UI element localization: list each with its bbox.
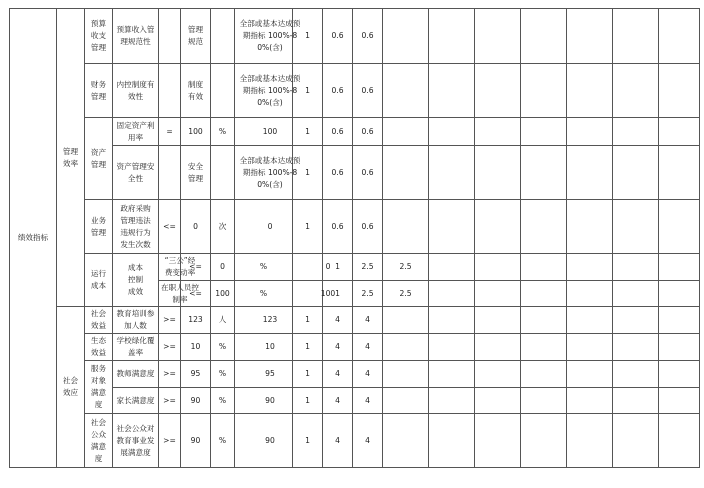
empty-cell xyxy=(429,334,475,361)
level2-cell: 社会效应 xyxy=(57,307,85,468)
level2-cell: 运行成本 xyxy=(85,254,113,307)
empty-cell xyxy=(659,118,700,146)
empty-cell xyxy=(521,307,567,334)
score-cell: 2.5 xyxy=(353,281,383,307)
operator-cell xyxy=(159,9,181,64)
actual-score-cell: 4 xyxy=(353,414,383,468)
table-row xyxy=(10,9,700,64)
empty-cell xyxy=(567,281,613,307)
target-value-cell: 制度有效 xyxy=(181,64,211,118)
empty-cell xyxy=(383,307,429,334)
table-row xyxy=(10,307,700,334)
actual-value-cell: 全部或基本达成预期指标 100%-80%(含) xyxy=(235,64,293,118)
empty-cell xyxy=(475,414,521,468)
unit-cell xyxy=(211,64,235,118)
target-value-cell: 0 xyxy=(211,254,235,281)
level3-cell: 资产管理 xyxy=(85,118,113,200)
empty-cell xyxy=(521,334,567,361)
empty-cell xyxy=(659,281,700,307)
empty-cell xyxy=(613,9,659,64)
empty-cell xyxy=(567,118,613,146)
empty-cell xyxy=(475,361,521,388)
target-value-cell: 90 xyxy=(181,388,211,414)
empty-cell xyxy=(567,64,613,118)
level3-cell: 社会效益 xyxy=(85,307,113,334)
empty-cell xyxy=(567,361,613,388)
weight-cell: 1 xyxy=(323,281,353,307)
empty-cell xyxy=(475,118,521,146)
actual-value-cell: 全部或基本达成预期指标 100%-80%(含) xyxy=(235,9,293,64)
empty-cell xyxy=(613,254,659,281)
weight-cell: 1 xyxy=(293,118,323,146)
empty-cell xyxy=(383,361,429,388)
empty-cell xyxy=(521,414,567,468)
actual-score-cell: 0.6 xyxy=(353,64,383,118)
target-value-cell: 95 xyxy=(181,361,211,388)
empty-cell xyxy=(521,361,567,388)
operator-cell xyxy=(159,64,181,118)
level2-cell: 管理效率 xyxy=(57,9,85,307)
score-cell: 4 xyxy=(323,414,353,468)
empty-cell xyxy=(383,334,429,361)
target-value-cell: 10 xyxy=(181,334,211,361)
actual-score-cell: 4 xyxy=(353,334,383,361)
empty-cell xyxy=(659,361,700,388)
actual-value-cell: 100 xyxy=(235,118,293,146)
empty-cell xyxy=(567,388,613,414)
target-value-cell: 管理规范 xyxy=(181,9,211,64)
empty-cell xyxy=(429,64,475,118)
table-row xyxy=(10,414,700,468)
indicator-name-cell: 预算收入管理规范性 xyxy=(113,9,159,64)
score-cell: 0.6 xyxy=(323,9,353,64)
indicator-name-cell: “三公”经费变动率 xyxy=(159,254,181,281)
unit-cell: 人 xyxy=(211,307,235,334)
actual-value-cell: 90 xyxy=(235,414,293,468)
actual-value-cell: 全部或基本达成预期指标 100%-80%(含) xyxy=(235,146,293,200)
empty-cell xyxy=(521,9,567,64)
empty-cell xyxy=(429,361,475,388)
table-row xyxy=(10,200,700,254)
empty-cell xyxy=(613,334,659,361)
table-row xyxy=(10,64,700,118)
empty-cell xyxy=(613,118,659,146)
empty-cell xyxy=(521,254,567,281)
actual-score-cell: 0.6 xyxy=(353,118,383,146)
level3-cell: 社会公众满意度 xyxy=(85,414,113,468)
actual-value-cell: 0 xyxy=(293,254,323,281)
unit-cell: % xyxy=(211,361,235,388)
actual-score-cell: 4 xyxy=(353,388,383,414)
actual-value-cell: 90 xyxy=(235,388,293,414)
score-cell: 0.6 xyxy=(323,118,353,146)
empty-cell xyxy=(383,9,429,64)
level3-cell: 业务管理 xyxy=(85,200,113,254)
empty-cell xyxy=(521,200,567,254)
empty-cell xyxy=(521,388,567,414)
empty-cell xyxy=(659,200,700,254)
weight-cell: 1 xyxy=(293,64,323,118)
empty-cell xyxy=(659,334,700,361)
actual-value-cell: 123 xyxy=(235,307,293,334)
actual-score-cell: 2.5 xyxy=(383,254,429,281)
empty-cell xyxy=(567,334,613,361)
empty-cell xyxy=(429,281,475,307)
empty-cell xyxy=(475,9,521,64)
actual-score-cell: 0.6 xyxy=(353,146,383,200)
empty-cell xyxy=(567,9,613,64)
empty-cell xyxy=(613,146,659,200)
operator-cell: >= xyxy=(159,334,181,361)
empty-cell xyxy=(429,414,475,468)
empty-cell xyxy=(567,307,613,334)
empty-cell xyxy=(429,9,475,64)
empty-cell xyxy=(475,64,521,118)
empty-cell xyxy=(613,307,659,334)
table-row xyxy=(10,361,700,388)
empty-cell xyxy=(429,254,475,281)
target-value-cell: 90 xyxy=(181,414,211,468)
unit-cell: 次 xyxy=(211,200,235,254)
operator-cell: <= xyxy=(159,200,181,254)
empty-cell xyxy=(659,307,700,334)
table-row xyxy=(10,118,700,146)
operator-cell: <= xyxy=(181,281,211,307)
indicator-name-cell: 在职人员控制率 xyxy=(159,281,181,307)
actual-score-cell: 4 xyxy=(353,361,383,388)
unit-cell xyxy=(211,9,235,64)
empty-cell xyxy=(567,414,613,468)
level3-cell: 服务对象满意度 xyxy=(85,361,113,414)
score-cell: 0.6 xyxy=(323,64,353,118)
indicator-name-cell: 固定资产利用率 xyxy=(113,118,159,146)
empty-cell xyxy=(429,146,475,200)
weight-cell: 1 xyxy=(293,388,323,414)
empty-cell xyxy=(383,64,429,118)
score-cell: 2.5 xyxy=(353,254,383,281)
level3-cell: 生态效益 xyxy=(85,334,113,361)
empty-cell xyxy=(383,146,429,200)
table-row xyxy=(10,254,700,281)
empty-cell xyxy=(475,281,521,307)
weight-cell: 1 xyxy=(293,307,323,334)
unit-cell: % xyxy=(235,281,293,307)
actual-score-cell: 4 xyxy=(353,307,383,334)
indicator-name-cell: 学校绿化覆盖率 xyxy=(113,334,159,361)
target-value-cell: 100 xyxy=(211,281,235,307)
target-value-cell: 123 xyxy=(181,307,211,334)
operator-cell: = xyxy=(159,118,181,146)
actual-value-cell: 10 xyxy=(235,334,293,361)
weight-cell: 1 xyxy=(293,414,323,468)
empty-cell xyxy=(659,414,700,468)
empty-cell xyxy=(475,388,521,414)
empty-cell xyxy=(659,388,700,414)
empty-cell xyxy=(613,414,659,468)
empty-cell xyxy=(521,281,567,307)
operator-cell xyxy=(159,146,181,200)
empty-cell xyxy=(659,64,700,118)
indicator-name-cell: 教育培训参加人数 xyxy=(113,307,159,334)
level3-cell: 预算收支管理 xyxy=(85,9,113,64)
table-row xyxy=(10,388,700,414)
empty-cell xyxy=(383,200,429,254)
empty-cell xyxy=(613,200,659,254)
unit-cell: % xyxy=(211,334,235,361)
score-cell: 4 xyxy=(323,307,353,334)
actual-value-cell: 0 xyxy=(235,200,293,254)
empty-cell xyxy=(659,146,700,200)
operator-cell: <= xyxy=(181,254,211,281)
unit-cell: % xyxy=(211,388,235,414)
actual-value-cell: 95 xyxy=(235,361,293,388)
unit-cell: % xyxy=(211,414,235,468)
score-cell: 0.6 xyxy=(323,200,353,254)
level3-cell: 财务管理 xyxy=(85,64,113,118)
indicator-name-cell: 社会公众对教育事业发展满意度 xyxy=(113,414,159,468)
operator-cell: >= xyxy=(159,388,181,414)
operator-cell: >= xyxy=(159,307,181,334)
empty-cell xyxy=(521,146,567,200)
weight-cell: 1 xyxy=(323,254,353,281)
empty-cell xyxy=(567,146,613,200)
empty-cell xyxy=(475,334,521,361)
table-row xyxy=(10,334,700,361)
empty-cell xyxy=(429,307,475,334)
actual-score-cell: 0.6 xyxy=(353,9,383,64)
table-row xyxy=(10,146,700,200)
unit-cell xyxy=(211,146,235,200)
empty-cell xyxy=(383,118,429,146)
target-value-cell: 0 xyxy=(181,200,211,254)
target-value-cell: 100 xyxy=(181,118,211,146)
actual-score-cell: 2.5 xyxy=(383,281,429,307)
empty-cell xyxy=(429,388,475,414)
weight-cell: 1 xyxy=(293,361,323,388)
empty-cell xyxy=(383,414,429,468)
empty-cell xyxy=(567,254,613,281)
operator-cell: >= xyxy=(159,414,181,468)
indicator-name-cell: 教师满意度 xyxy=(113,361,159,388)
empty-cell xyxy=(383,388,429,414)
weight-cell: 1 xyxy=(293,9,323,64)
indicator-name-cell: 家长满意度 xyxy=(113,388,159,414)
actual-value-cell: 100 xyxy=(293,281,323,307)
score-cell: 4 xyxy=(323,334,353,361)
indicator-name-cell: 资产管理安全性 xyxy=(113,146,159,200)
empty-cell xyxy=(567,200,613,254)
empty-cell xyxy=(613,281,659,307)
empty-cell xyxy=(613,388,659,414)
empty-cell xyxy=(613,64,659,118)
indicator-name-cell: 政府采购管理违法违规行为发生次数 xyxy=(113,200,159,254)
empty-cell xyxy=(521,118,567,146)
empty-cell xyxy=(429,200,475,254)
target-value-cell: 安全管理 xyxy=(181,146,211,200)
empty-cell xyxy=(521,64,567,118)
weight-cell: 1 xyxy=(293,200,323,254)
actual-score-cell: 0.6 xyxy=(353,200,383,254)
empty-cell xyxy=(659,254,700,281)
level1-cell: 绩效指标 xyxy=(10,9,57,468)
indicator-name-cell: 内控制度有效性 xyxy=(113,64,159,118)
level3-cell: 成本控制成效 xyxy=(113,254,159,307)
empty-cell xyxy=(475,200,521,254)
empty-cell xyxy=(475,254,521,281)
empty-cell xyxy=(659,9,700,64)
performance-indicator-table xyxy=(9,8,700,468)
weight-cell: 1 xyxy=(293,334,323,361)
unit-cell: % xyxy=(211,118,235,146)
empty-cell xyxy=(613,361,659,388)
score-cell: 0.6 xyxy=(323,146,353,200)
score-cell: 4 xyxy=(323,361,353,388)
unit-cell: % xyxy=(235,254,293,281)
operator-cell: >= xyxy=(159,361,181,388)
empty-cell xyxy=(429,118,475,146)
weight-cell: 1 xyxy=(293,146,323,200)
empty-cell xyxy=(475,146,521,200)
empty-cell xyxy=(475,307,521,334)
score-cell: 4 xyxy=(323,388,353,414)
